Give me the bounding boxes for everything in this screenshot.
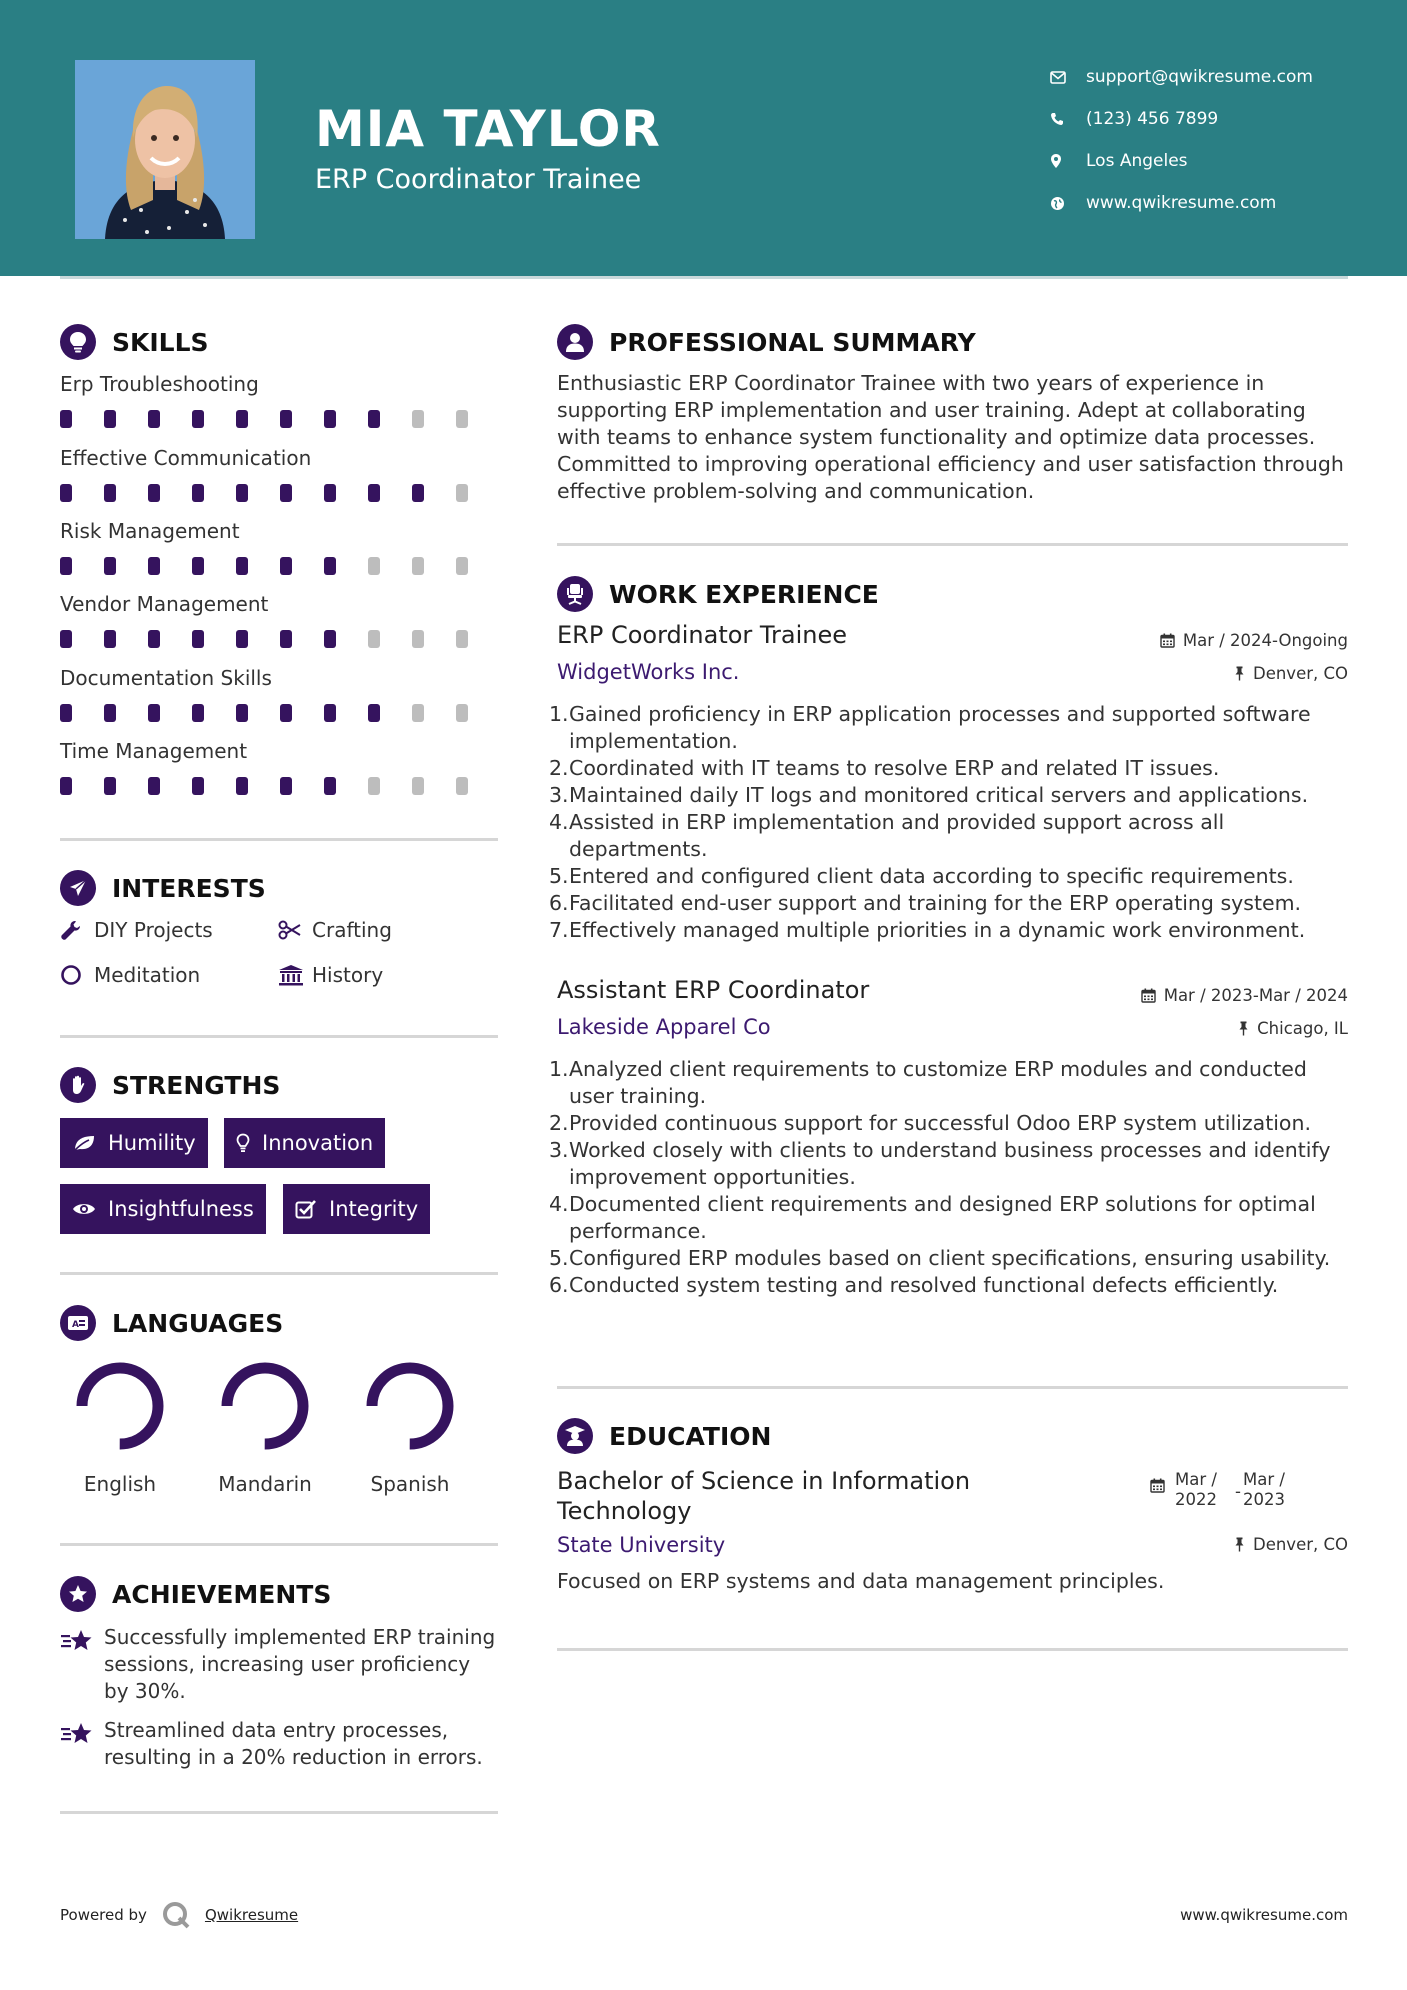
skill-name: Risk Management — [60, 519, 240, 543]
lightbulb-icon — [236, 1133, 250, 1153]
rating-dot-filled — [412, 484, 424, 502]
push-pin-icon — [1234, 666, 1245, 681]
achievements-title: ACHIEVEMENTS — [112, 1579, 332, 1609]
job-company: Lakeside Apparel Co — [557, 1015, 771, 1039]
rating-dot-filled — [236, 704, 248, 722]
rating-dot-filled — [104, 557, 116, 575]
user-icon — [557, 324, 593, 360]
languages-divider — [60, 1543, 498, 1546]
rating-dot-empty — [456, 704, 468, 722]
strength-label: Insightfulness — [108, 1197, 254, 1221]
rating-dot-filled — [280, 777, 292, 795]
wrench-icon — [60, 919, 94, 941]
education-dates — [1150, 1470, 1293, 1510]
rating-dot-filled — [104, 704, 116, 722]
qwikresume-logo-icon — [161, 1900, 191, 1930]
rating-dot-filled — [324, 704, 336, 722]
globe-icon — [1050, 196, 1086, 211]
language-progress-ring — [72, 1358, 168, 1454]
bullet-number: 6. — [549, 1273, 569, 1297]
skill-rating — [60, 557, 500, 575]
rating-dot-filled — [236, 484, 248, 502]
bullet-text: Worked closely with clients to understand business processes and identify improvement opportunities. — [569, 1138, 1331, 1189]
rating-dot-filled — [192, 557, 204, 575]
achievements-heading — [60, 1576, 331, 1612]
footer-powered-by — [60, 1900, 298, 1930]
lightbulb-icon — [60, 324, 96, 360]
skill-item — [60, 592, 500, 648]
bullet-number: 4. — [549, 1192, 569, 1216]
skill-rating — [60, 777, 500, 795]
rating-dot-empty — [456, 777, 468, 795]
job-title: ERP Coordinator Trainee — [557, 621, 848, 649]
language-label: Spanish — [370, 1472, 450, 1496]
bullet-text: Facilitated end-user support and training for the ERP operating system. — [569, 891, 1302, 915]
rating-dot-filled — [104, 410, 116, 428]
language-label: Mandarin — [218, 1472, 312, 1496]
achievement-item — [60, 1624, 500, 1705]
bullet-number: 1. — [549, 1057, 569, 1081]
strengths-divider — [60, 1272, 498, 1275]
rating-dot-empty — [456, 630, 468, 648]
contact-list — [1050, 56, 1390, 224]
rating-dot-filled — [324, 777, 336, 795]
rating-dot-empty — [412, 630, 424, 648]
rating-dot-empty — [412, 777, 424, 795]
rating-dot-filled — [236, 557, 248, 575]
strength-label: Innovation — [262, 1131, 374, 1155]
experience-heading — [557, 576, 879, 612]
rating-dot-empty — [412, 704, 424, 722]
skill-rating — [60, 630, 500, 648]
strength-tag-integrity — [283, 1184, 430, 1234]
job-bullet — [549, 1245, 1347, 1272]
shooting-star-icon — [60, 1624, 104, 1705]
experience-divider — [557, 1386, 1348, 1389]
bullet-text: Coordinated with IT teams to resolve ERP and related IT issues. — [569, 756, 1220, 780]
rating-dot-empty — [412, 410, 424, 428]
phone-icon — [1050, 112, 1086, 126]
bullet-number: 4. — [549, 810, 569, 834]
rating-dot-filled — [192, 777, 204, 795]
strengths-title: STRENGTHS — [112, 1070, 281, 1100]
calendar-icon — [1150, 1478, 1165, 1493]
interests-divider — [60, 1035, 498, 1038]
svg-text:A: A — [72, 1320, 79, 1330]
rating-dot-filled — [60, 410, 72, 428]
push-pin-icon — [1234, 1537, 1245, 1552]
strength-tag-insightfulness — [60, 1184, 266, 1234]
calendar-icon — [1160, 633, 1175, 648]
job-location-text: Denver, CO — [1252, 664, 1348, 683]
eye-icon — [72, 1201, 96, 1217]
job-bullet — [549, 1056, 1347, 1110]
interest-item-crafting — [278, 918, 392, 942]
rating-dot-filled — [104, 630, 116, 648]
rating-dot-filled — [60, 704, 72, 722]
job-bullet — [549, 782, 1347, 809]
bullet-number: 1. — [549, 702, 569, 726]
job-bullet-list — [549, 1056, 1347, 1299]
bullet-text: Conducted system testing and resolved functional defects efficiently. — [569, 1273, 1279, 1297]
education-title: EDUCATION — [609, 1421, 772, 1451]
skill-name: Vendor Management — [60, 592, 269, 616]
interests-heading — [60, 870, 266, 906]
summary-divider — [557, 543, 1348, 546]
leaf-icon — [72, 1134, 96, 1152]
language-progress-arc — [372, 1368, 448, 1444]
languages-heading — [60, 1305, 283, 1341]
bullet-text: Documented client requirements and designed ERP solutions for optimal performance. — [569, 1192, 1316, 1243]
contact-website[interactable] — [1050, 182, 1390, 224]
envelope-icon — [1050, 71, 1086, 84]
strength-tag-humility — [60, 1118, 208, 1168]
job-dates — [1141, 986, 1348, 1005]
language-card-icon — [60, 1305, 96, 1341]
job-title: Assistant ERP Coordinator — [557, 976, 870, 1004]
summary-title: PROFESSIONAL SUMMARY — [609, 327, 976, 357]
rating-dot-filled — [324, 557, 336, 575]
education-degree: Bachelor of Science in Information Technology — [557, 1467, 971, 1525]
powered-by-text: Powered by — [60, 1906, 147, 1924]
rating-dot-filled — [280, 630, 292, 648]
contact-email-text: support@qwikresume.com — [1086, 67, 1313, 87]
shooting-star-icon — [60, 1717, 104, 1771]
job-bullet — [549, 1110, 1347, 1137]
bullet-text: Gained proficiency in ERP application processes and supported software implementation. — [569, 702, 1311, 753]
language-progress-ring — [217, 1358, 313, 1454]
job-bullet — [549, 1191, 1347, 1245]
rating-dot-empty — [412, 557, 424, 575]
job-bullet — [549, 701, 1347, 755]
contact-phone-text: (123) 456 7899 — [1086, 109, 1219, 129]
summary-text: Enthusiastic ERP Coordinator Trainee with two years of experience in supporting ERP implementation and user training. Adept at collaborating with teams to enhance system functionality and optimize data processes. Committed to improving operational efficiency and user satisfaction through effective problem-solving and communication. — [557, 371, 1344, 503]
rating-dot-filled — [148, 630, 160, 648]
calendar-icon — [1141, 988, 1156, 1003]
job-location — [1238, 1019, 1348, 1038]
hand-icon — [60, 1067, 96, 1103]
strength-label: Integrity — [329, 1197, 419, 1221]
education-heading — [557, 1418, 771, 1454]
language-progress-ring — [362, 1358, 458, 1454]
rating-dot-filled — [280, 704, 292, 722]
interest-item-history — [278, 963, 383, 987]
rating-dot-filled — [192, 704, 204, 722]
achievement-text: Streamlined data entry processes, resulting in a 20% reduction in errors. — [104, 1718, 483, 1769]
strength-label: Humility — [108, 1131, 196, 1155]
rating-dot-empty — [456, 484, 468, 502]
bullet-number: 2. — [549, 1111, 569, 1135]
bullet-number: 2. — [549, 756, 569, 780]
profile-photo — [75, 60, 255, 239]
rating-dot-filled — [192, 484, 204, 502]
skill-name: Effective Communication — [60, 446, 312, 470]
bullet-text: Configured ERP modules based on client specifications, ensuring usability. — [569, 1246, 1331, 1270]
rating-dot-filled — [368, 410, 380, 428]
rating-dot-filled — [368, 704, 380, 722]
rating-dot-filled — [60, 630, 72, 648]
rating-dot-filled — [324, 410, 336, 428]
rating-dot-filled — [148, 557, 160, 575]
contact-location-text: Los Angeles — [1086, 151, 1188, 171]
bullet-text: Effectively managed multiple priorities in a dynamic work environment. — [569, 918, 1306, 942]
candidate-name: MIA TAYLOR — [315, 100, 661, 158]
job-dates-text: Mar / 2024-Ongoing — [1182, 631, 1348, 650]
bullet-number: 5. — [549, 1246, 569, 1270]
education-start-date: Mar / 2022 — [1175, 1470, 1217, 1509]
scissors-icon — [278, 920, 312, 940]
language-item — [340, 1358, 480, 1496]
rating-dot-filled — [104, 484, 116, 502]
skill-name: Time Management — [60, 739, 248, 763]
rating-dot-filled — [236, 630, 248, 648]
footer-brand-link[interactable]: Qwikresume — [204, 1906, 299, 1924]
rating-dot-filled — [368, 484, 380, 502]
rating-dot-filled — [148, 777, 160, 795]
rating-dot-empty — [456, 410, 468, 428]
interest-item-meditation — [60, 963, 200, 987]
bullet-number: 3. — [549, 1138, 569, 1162]
education-location-text: Denver, CO — [1252, 1535, 1348, 1554]
museum-icon — [278, 964, 312, 986]
rating-dot-filled — [280, 410, 292, 428]
language-item — [50, 1358, 190, 1496]
rating-dot-filled — [60, 484, 72, 502]
rating-dot-filled — [280, 484, 292, 502]
circle-icon — [60, 964, 94, 986]
job-bullet — [549, 890, 1347, 917]
interest-label: Meditation — [94, 963, 201, 987]
languages-title: LANGUAGES — [112, 1308, 284, 1338]
rating-dot-filled — [148, 484, 160, 502]
skill-item — [60, 372, 500, 428]
job-bullet — [549, 1137, 1347, 1191]
footer-website[interactable]: www.qwikresume.com — [1180, 1906, 1348, 1924]
rating-dot-filled — [60, 557, 72, 575]
job-dates-text: Mar / 2023-Mar / 2024 — [1163, 986, 1348, 1005]
rating-dot-empty — [368, 777, 380, 795]
contact-email[interactable] — [1050, 56, 1390, 98]
job-dates — [1160, 631, 1348, 650]
interest-label: DIY Projects — [94, 918, 213, 942]
job-bullet — [549, 917, 1347, 944]
rating-dot-filled — [148, 704, 160, 722]
skills-title: SKILLS — [112, 327, 209, 357]
language-item — [195, 1358, 335, 1496]
education-date-separator: - — [1235, 1482, 1241, 1501]
language-label: English — [83, 1472, 157, 1496]
contact-phone[interactable] — [1050, 98, 1390, 140]
bullet-number: 3. — [549, 783, 569, 807]
rating-dot-filled — [192, 410, 204, 428]
achievement-text: Successfully implemented ERP training sessions, increasing user proficiency by 30%. — [104, 1625, 496, 1703]
bullet-number: 7. — [549, 918, 569, 942]
job-bullet — [549, 755, 1347, 782]
interest-item-diy — [60, 918, 213, 942]
interests-title: INTERESTS — [112, 873, 266, 903]
language-progress-arc — [82, 1368, 158, 1444]
contact-location — [1050, 140, 1390, 182]
language-progress-arc — [227, 1368, 303, 1444]
job-bullet — [549, 1272, 1347, 1299]
job-location-text: Chicago, IL — [1257, 1019, 1348, 1038]
job-bullet-list — [549, 701, 1347, 944]
education-location — [1234, 1535, 1348, 1554]
graduate-icon — [557, 1418, 593, 1454]
skill-rating — [60, 410, 500, 428]
checkbox-icon — [295, 1199, 317, 1219]
summary-heading — [557, 324, 976, 360]
rating-dot-filled — [60, 777, 72, 795]
experience-title: WORK EXPERIENCE — [609, 579, 879, 609]
rating-dot-filled — [236, 777, 248, 795]
bullet-text: Entered and configured client data according to specific requirements. — [569, 864, 1294, 888]
skill-item — [60, 666, 500, 722]
job-company: WidgetWorks Inc. — [557, 660, 740, 684]
bullet-number: 5. — [549, 864, 569, 888]
rating-dot-empty — [368, 557, 380, 575]
contact-website-text: www.qwikresume.com — [1086, 193, 1277, 213]
skill-item — [60, 519, 500, 575]
job-bullet — [549, 863, 1347, 890]
bullet-text: Provided continuous support for successful Odoo ERP system utilization. — [569, 1111, 1311, 1135]
strength-tag-innovation — [224, 1118, 385, 1168]
bullet-text: Analyzed client requirements to customize ERP modules and conducted user training. — [569, 1057, 1307, 1108]
education-description: Focused on ERP systems and data management principles. — [557, 1569, 1165, 1593]
location-pin-icon — [1050, 153, 1086, 169]
strengths-heading — [60, 1067, 280, 1103]
skill-name: Documentation Skills — [60, 666, 272, 690]
job-bullet — [549, 809, 1347, 863]
rating-dot-filled — [104, 777, 116, 795]
star-badge-icon — [60, 1576, 96, 1612]
interest-label: History — [312, 963, 384, 987]
rating-dot-filled — [236, 410, 248, 428]
header-divider — [60, 276, 1348, 279]
education-end-date: Mar / 2023 — [1242, 1470, 1285, 1509]
bullet-text: Maintained daily IT logs and monitored critical servers and applications. — [569, 783, 1309, 807]
rating-dot-empty — [456, 557, 468, 575]
rating-dot-filled — [280, 557, 292, 575]
office-chair-icon — [557, 576, 593, 612]
push-pin-icon — [1238, 1021, 1249, 1036]
rating-dot-filled — [192, 630, 204, 648]
candidate-role: ERP Coordinator Trainee — [315, 164, 642, 195]
skill-item — [60, 739, 500, 795]
bullet-number: 6. — [549, 891, 569, 915]
skill-name: Erp Troubleshooting — [60, 372, 259, 396]
skill-rating — [60, 484, 500, 502]
rating-dot-filled — [324, 630, 336, 648]
skill-item — [60, 446, 500, 502]
rating-dot-filled — [148, 410, 160, 428]
education-divider — [557, 1648, 1348, 1651]
bullet-text: Assisted in ERP implementation and provided support across all departments. — [569, 810, 1225, 861]
rating-dot-empty — [368, 630, 380, 648]
job-location — [1234, 664, 1348, 683]
skills-heading — [60, 324, 209, 360]
skill-rating — [60, 704, 500, 722]
rating-dot-filled — [324, 484, 336, 502]
achievement-item — [60, 1717, 500, 1771]
skills-divider — [60, 838, 498, 841]
paper-plane-icon — [60, 870, 96, 906]
education-school: State University — [557, 1533, 726, 1557]
interest-label: Crafting — [312, 918, 392, 942]
achievements-divider — [60, 1811, 498, 1814]
